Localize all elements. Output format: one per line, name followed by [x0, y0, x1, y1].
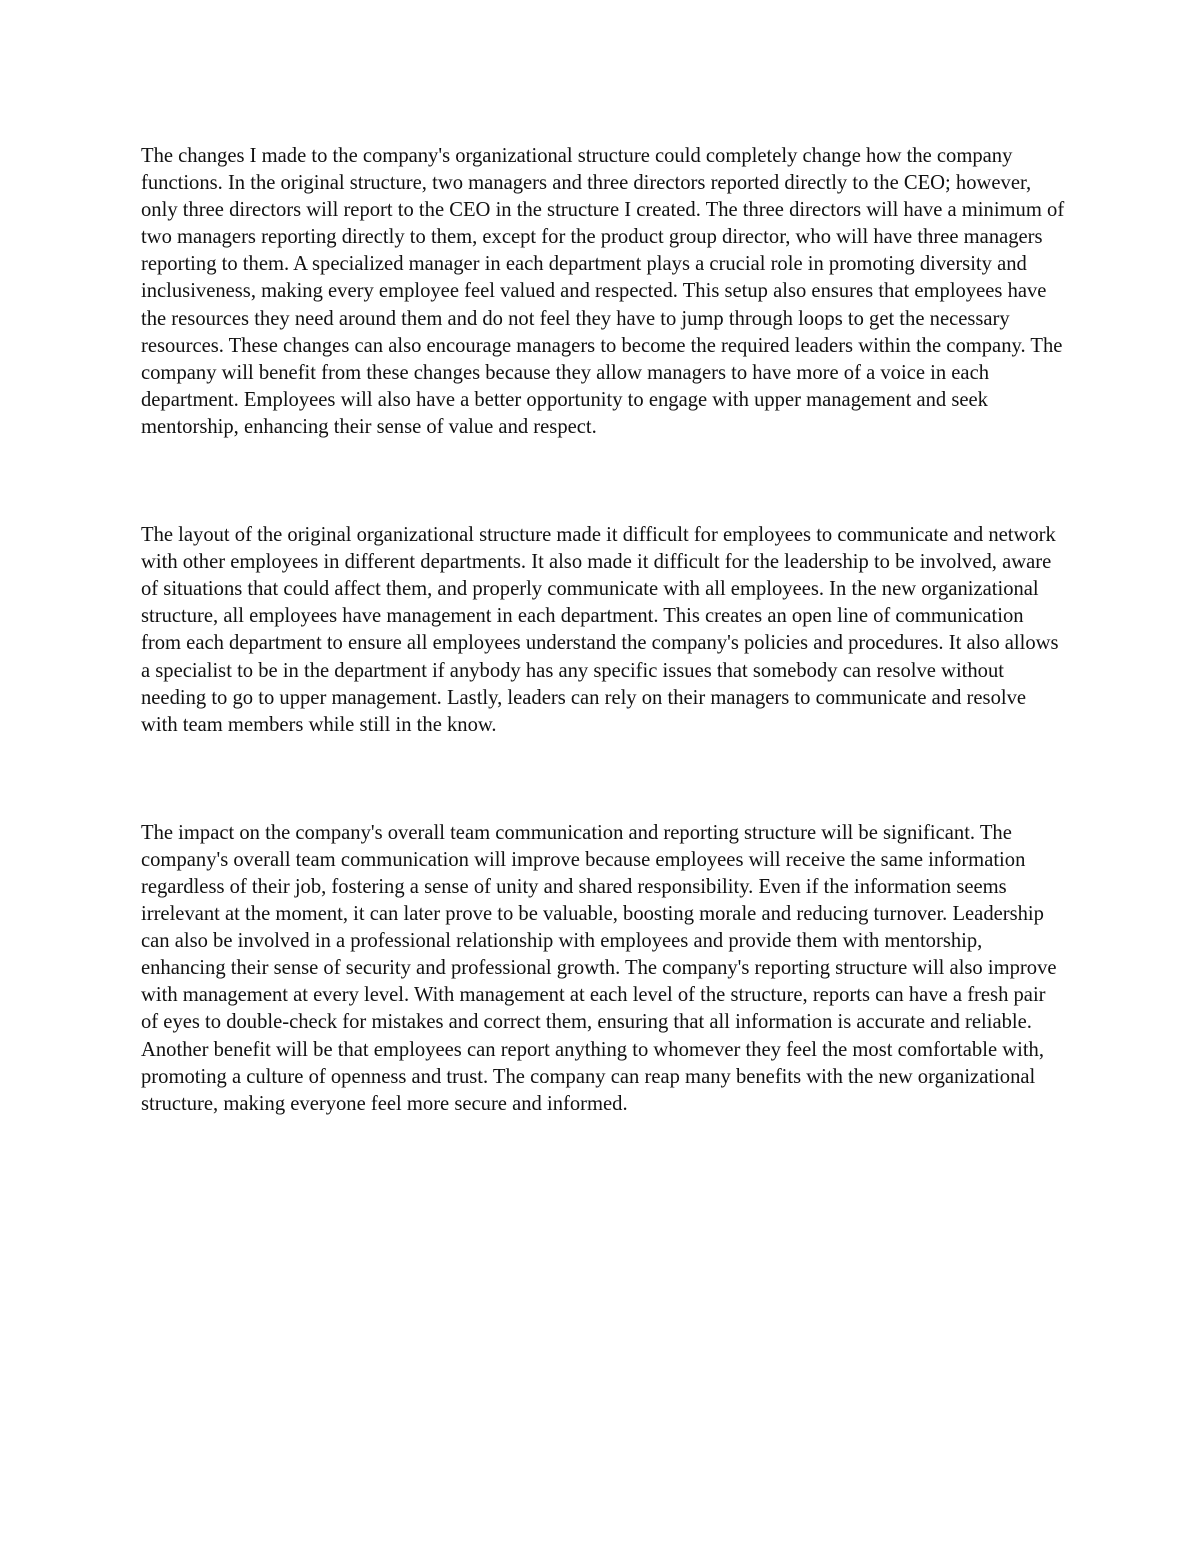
- paragraph-3: The impact on the company's overall team communication and reporting structure will be significant. The company's overall team communication will improve because employees will receive the same information regardless of their job, fostering a sense of unity and shared responsibility. Even if the information seems irrelevant at the moment, it can later prove to be valuable, boosting morale and reducing turnover. Leadership can also be involved in a professional relationship with employees and provide them with mentorship, enhancing their sense of security and professional growth. The company's reporting structure will also improve with management at every level. With management at each level of the structure, reports can have a fresh pair of eyes to double-check for mistakes and correct them, ensuring that all information is accurate and reliable. Another benefit will be that employees can report anything to whomever they feel the most comfortable with, promoting a culture of openness and trust. The company can reap many benefits with the new organizational structure, making everyone feel more secure and informed.: [141, 821, 1057, 1115]
- document-body: [141, 143, 1066, 1118]
- paragraph-1: The changes I made to the company's organizational structure could completely change how the company functions. In the original structure, two managers and three directors reported directly to the CEO; however, only three directors will report to the CEO in the structure I created. The three directors will have a minimum of two managers reporting directly to them, except for the product group director, who will have three managers reporting to them. A specialized manager in each department plays a crucial role in promoting diversity and inclusiveness, making every employee feel valued and respected. This setup also ensures that employees have the resources they need around them and do not feel they have to jump through loops to get the necessary resources. These changes can also encourage managers to become the required leaders within the company. The company will benefit from these changes because they allow managers to have more of a voice in each department. Employees will also have a better opportunity to engage with upper management and seek mentorship, enhancing their sense of value and respect.: [141, 145, 1065, 438]
- paragraph-2: The layout of the original organizational structure made it difficult for employees to communicate and network with other employees in different departments. It also made it difficult for the leadership to be involved, aware of situations that could affect them, and properly communicate with all employees. In the new organizational structure, all employees have management in each department. This creates an open line of communication from each department to ensure all employees understand the company's policies and procedures. It also allows a specialist to be in the department if anybody has any specific issues that somebody can resolve without needing to go to upper management. Lastly, leaders can rely on their managers to communicate and resolve with team members while still in the know.: [141, 524, 1059, 736]
